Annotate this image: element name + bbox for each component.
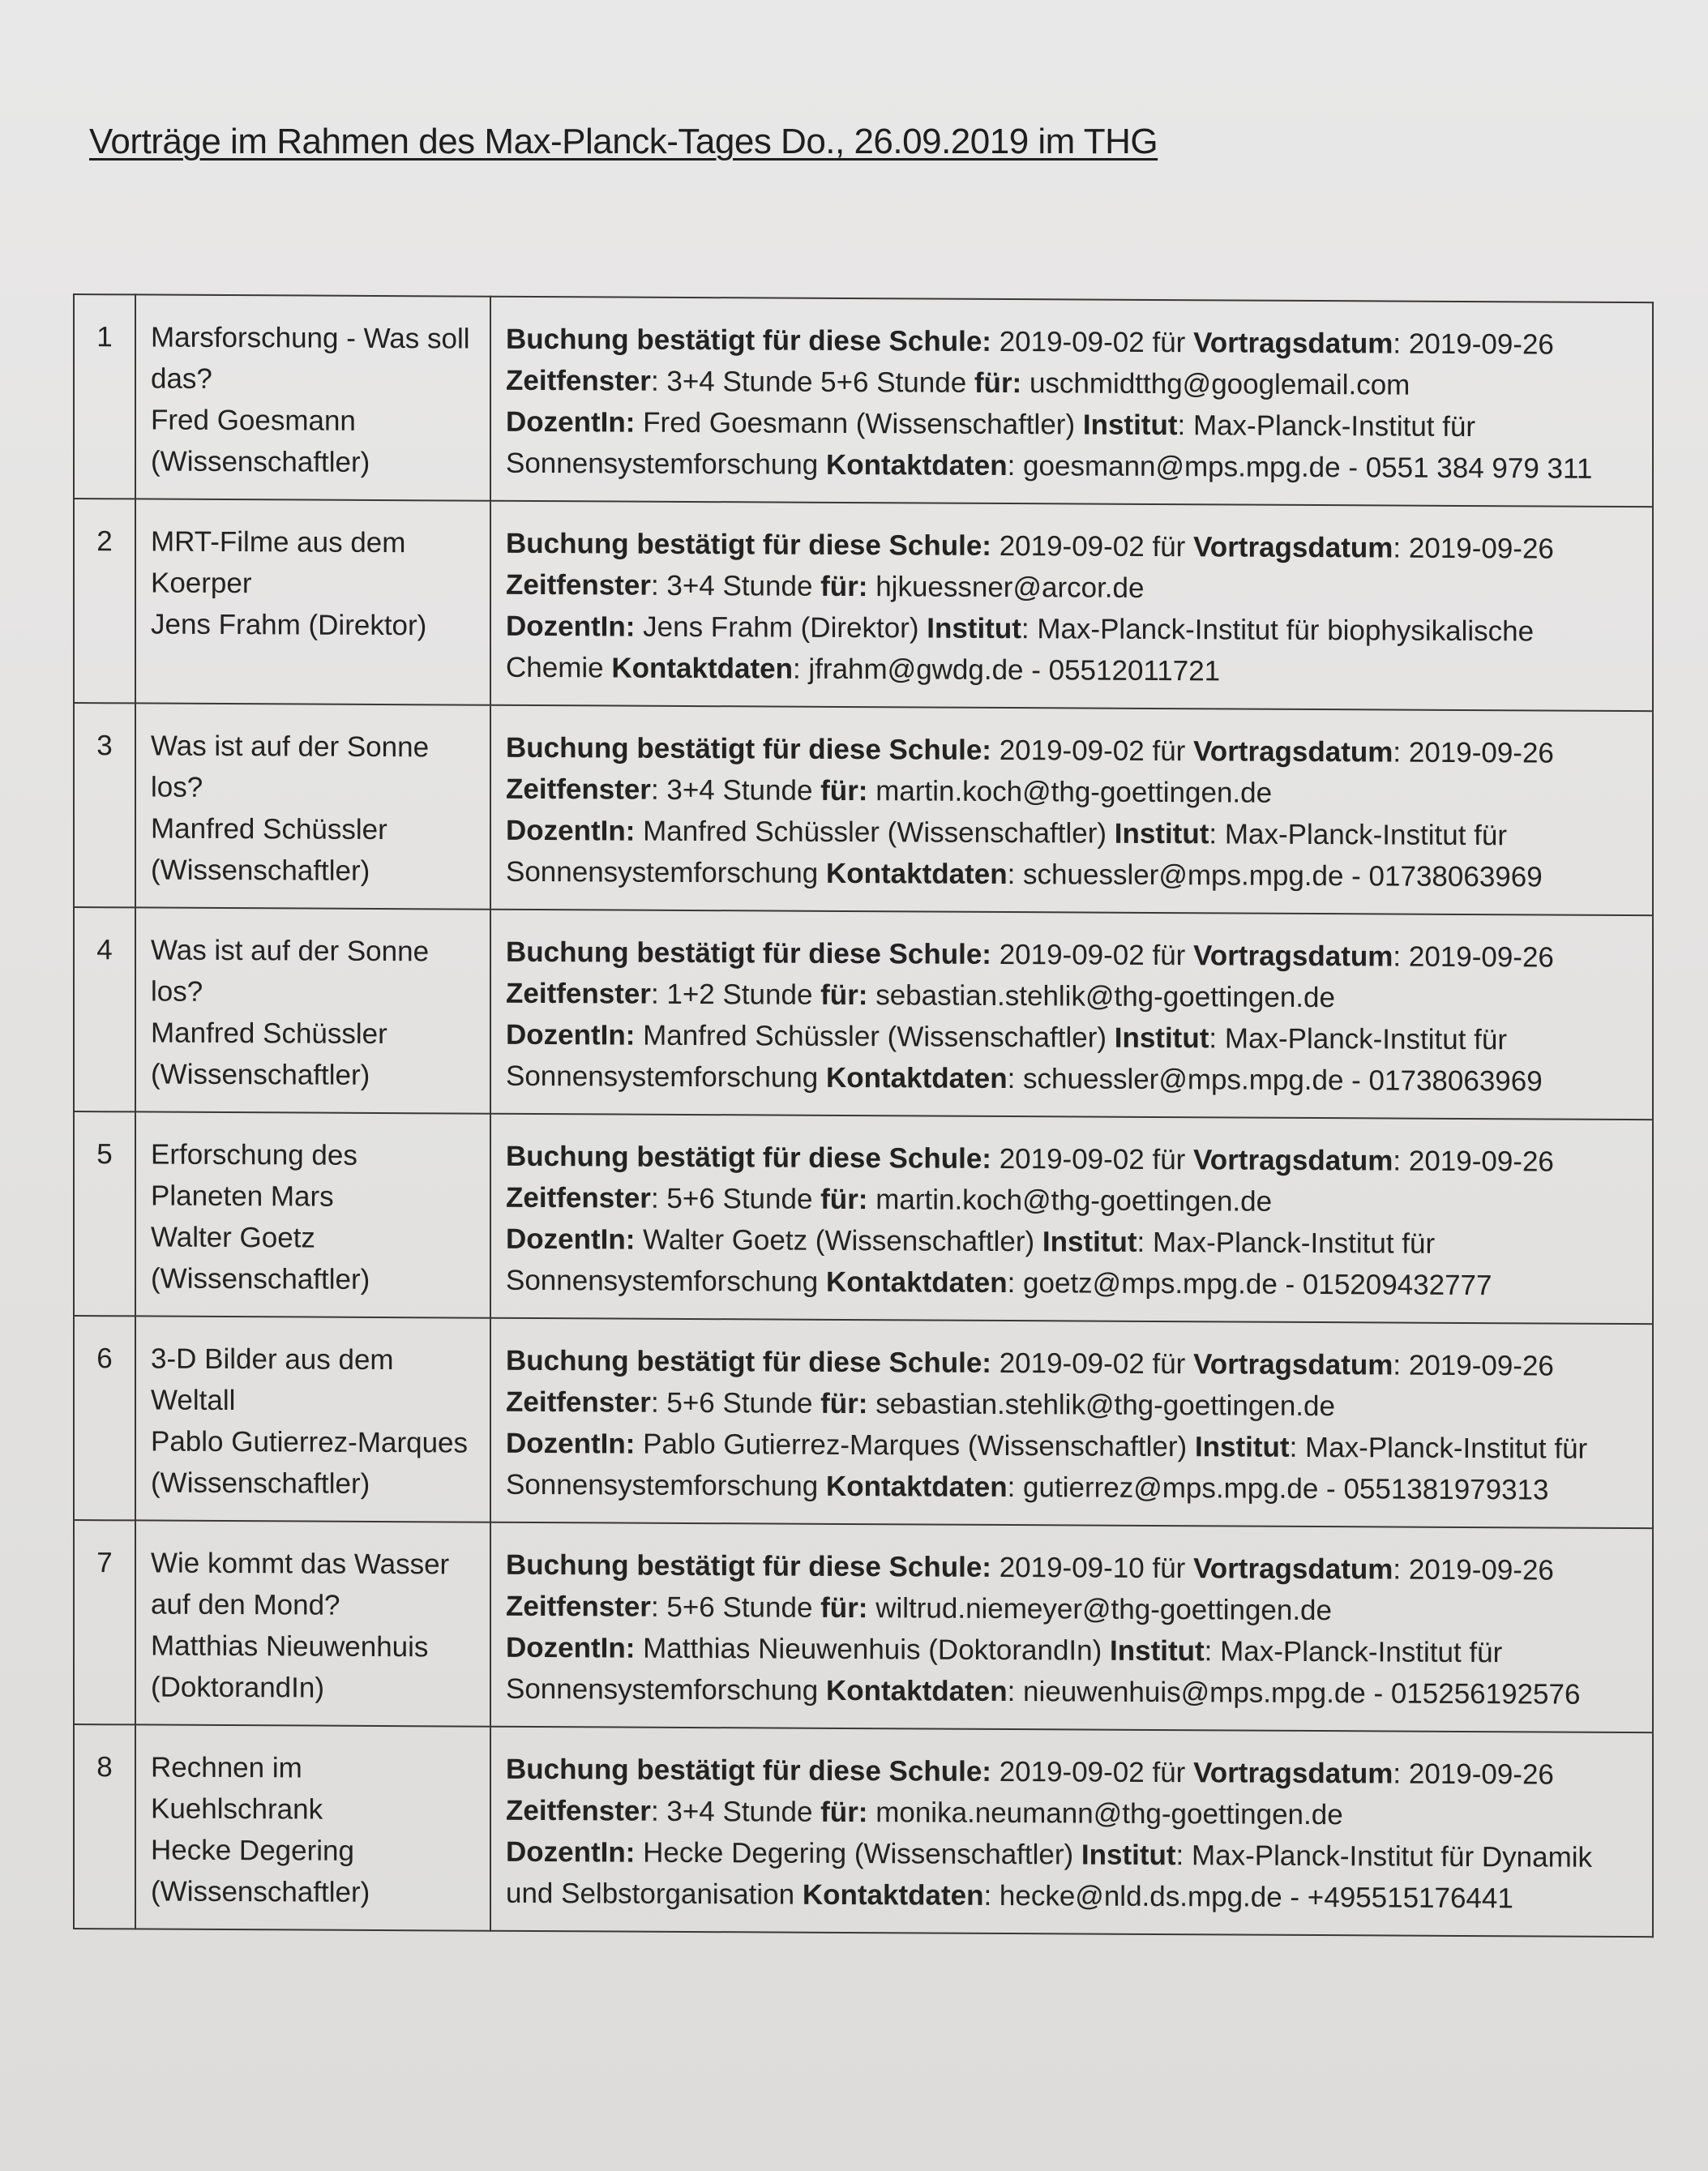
lecturer-name: Manfred Schüssler (Wissenschaftler)	[643, 1019, 1107, 1054]
booked-by-email: martin.koch@thg-goettingen.de	[875, 1184, 1273, 1218]
contact-label: Kontaktdaten	[611, 652, 793, 685]
institute-label: Institut	[1082, 409, 1178, 442]
lecture-table	[73, 293, 1654, 1938]
lecture-speaker: Walter Goetz (Wissenschaftler)	[151, 1221, 370, 1295]
booking-date: 2019-09-02	[999, 1142, 1145, 1175]
lecturer-label: DozentIn:	[506, 1223, 636, 1256]
booked-by-label: für:	[820, 978, 868, 1012]
lecture-speaker: Manfred Schüssler (Wissenschaftler)	[151, 812, 387, 887]
institute-label: Institut	[1114, 1021, 1209, 1055]
table-row	[74, 1724, 1653, 1937]
lecture-date-label: Vortragsdatum	[1193, 940, 1393, 973]
page-title: Vorträge im Rahmen des Max-Planck-Tages Do., 26.09.2019 im THG	[89, 122, 1158, 161]
booking-label: Buchung bestätigt für diese Schule:	[506, 323, 991, 358]
details-cell: Buchung bestätigt für diese Schule: 2019-09-02 für Vortragsdatum: 2019-09-26 Zeitfenster: 3+4 Stunde für: martin.koch@thg-goettingen.de DozentIn: Manfred Schüssler (Wissenschaftler) Institut: Max-Planck-Institut für Sonnensystemforschung Kontaktdaten: schuessler@mps.mpg.de - 01738063969	[490, 705, 1653, 916]
row-number: 1	[74, 294, 135, 499]
lecture-date: 2019-09-26	[1408, 532, 1554, 565]
booking-date: 2019-09-02	[999, 1347, 1145, 1380]
booking-label: Buchung bestätigt für diese Schule:	[506, 527, 991, 562]
booked-by-label: für:	[974, 366, 1022, 400]
topic-cell	[135, 1724, 490, 1930]
topic-cell	[135, 907, 490, 1113]
timeslot-label: Zeitfenster	[506, 568, 651, 602]
institute-label: Institut	[1042, 1226, 1137, 1258]
for-date-label: für	[1152, 1552, 1186, 1585]
institute-name: Max-Planck-Institut für Dynamik und Selbstorganisation	[506, 1839, 1593, 1911]
booking-label: Buchung bestätigt für diese Schule:	[506, 731, 991, 766]
lecture-date: 2019-09-26	[1408, 1758, 1554, 1791]
details-cell: Buchung bestätigt für diese Schule: 2019-09-02 für Vortragsdatum: 2019-09-26 Zeitfenster: 3+4 Stunde für: monika.neumann@thg-goettingen.de DozentIn: Hecke Degering (Wissenschaftler) Institut: Max-Planck-Institut für Dynamik und Selbstorganisation Kontaktdaten: hecke@nld.ds.mpg.de - +495515176441	[490, 1727, 1653, 1938]
booked-by-label: für:	[820, 1796, 868, 1829]
lecture-speaker: Matthias Nieuwenhuis (DoktorandIn)	[151, 1629, 429, 1704]
contact-info: hecke@nld.ds.mpg.de - +495515176441	[999, 1879, 1513, 1915]
booked-by-label: für:	[820, 1591, 868, 1625]
booking-label: Buchung bestätigt für diese Schule:	[506, 1344, 991, 1379]
table-row	[74, 294, 1653, 507]
contact-label: Kontaktdaten	[825, 857, 1008, 891]
for-date-label: für	[1152, 326, 1186, 359]
contact-label: Kontaktdaten	[825, 1674, 1008, 1708]
timeslot: 3+4 Stunde	[666, 569, 813, 602]
topic-cell	[135, 1316, 490, 1522]
lecture-date-label: Vortragsdatum	[1193, 327, 1393, 360]
institute-name: Max-Planck-Institut für biophysikalische Chemie	[506, 613, 1535, 684]
topic-cell	[135, 499, 490, 704]
booked-by-email: sebastian.stehlik@thg-goettingen.de	[875, 1388, 1335, 1423]
lecture-date-label: Vortragsdatum	[1193, 531, 1393, 564]
lecture-date: 2019-09-26	[1408, 328, 1554, 361]
lecture-date: 2019-09-26	[1408, 1145, 1554, 1178]
timeslot: 3+4 Stunde	[666, 773, 813, 807]
contact-info: jfrahm@gwdg.de - 05512011721	[808, 653, 1221, 687]
lecturer-name: Hecke Degering (Wissenschaftler)	[643, 1836, 1074, 1871]
timeslot: 5+6 Stunde	[666, 1182, 813, 1215]
topic-cell	[135, 1520, 490, 1726]
lecturer-label: DozentIn:	[506, 1018, 636, 1051]
lecture-topic: MRT-Filme aus dem Koerper	[151, 525, 406, 600]
institute-label: Institut	[1194, 1431, 1290, 1463]
booked-by-email: sebastian.stehlik@thg-goettingen.de	[875, 979, 1335, 1014]
lecture-speaker: Jens Frahm (Direktor)	[151, 608, 427, 642]
topic-cell	[135, 703, 490, 909]
contact-info: goesmann@mps.mpg.de - 0551 384 979 311	[1023, 450, 1593, 485]
lecture-topic: Rechnen im Kuehlschrank	[151, 1751, 323, 1826]
timeslot: 1+2 Stunde	[666, 978, 813, 1011]
lecture-speaker: Hecke Degering (Wissenschaftler)	[151, 1834, 370, 1908]
lecturer-name: Matthias Nieuwenhuis (DoktorandIn)	[643, 1632, 1102, 1667]
lecture-date: 2019-09-26	[1408, 1349, 1554, 1382]
lecture-date-label: Vortragsdatum	[1193, 1757, 1393, 1790]
lecturer-label: DozentIn:	[506, 610, 636, 643]
institute-name: Max-Planck-Institut für Sonnensystemforschung	[506, 1226, 1436, 1298]
timeslot: 5+6 Stunde	[666, 1591, 813, 1624]
institute-label: Institut	[927, 612, 1021, 645]
institute-name: Max-Planck-Institut für Sonnensystemforschung	[506, 1022, 1507, 1094]
lecturer-name: Fred Goesmann (Wissenschaftler)	[643, 406, 1076, 441]
contact-info: goetz@mps.mpg.de - 015209432777	[1023, 1267, 1492, 1302]
booking-label: Buchung bestätigt für diese Schule:	[506, 1753, 991, 1788]
booked-by-email: hjkuessner@arcor.de	[875, 571, 1145, 604]
lecturer-label: DozentIn:	[506, 405, 636, 439]
lecturer-name: Walter Goetz (Wissenschaftler)	[643, 1223, 1035, 1258]
institute-name: Max-Planck-Institut für Sonnensystemforschung	[506, 1431, 1588, 1502]
lecture-topic: Was ist auf der Sonne los?	[151, 730, 430, 803]
lecture-speaker: Fred Goesmann (Wissenschaftler)	[151, 404, 370, 478]
booking-date: 2019-09-02	[999, 529, 1145, 563]
booking-label: Buchung bestätigt für diese Schule:	[506, 936, 991, 970]
row-number: 5	[74, 1111, 135, 1316]
topic-cell	[135, 294, 490, 500]
lecture-topic: Erforschung des Planeten Mars	[151, 1138, 357, 1213]
contact-info: schuessler@mps.mpg.de - 01738063969	[1023, 1063, 1543, 1098]
booking-date: 2019-09-02	[999, 325, 1145, 358]
booking-date: 2019-09-02	[999, 938, 1145, 971]
timeslot: 5+6 Stunde	[666, 1386, 813, 1420]
booked-by-label: für:	[820, 1387, 868, 1420]
lecture-date-label: Vortragsdatum	[1193, 1144, 1393, 1177]
lecture-date-label: Vortragsdatum	[1193, 735, 1393, 769]
timeslot-label: Zeitfenster	[506, 977, 651, 1010]
timeslot-label: Zeitfenster	[506, 1794, 651, 1827]
booked-by-email: monika.neumann@thg-goettingen.de	[875, 1796, 1343, 1831]
timeslot: 3+4 Stunde 5+6 Stunde	[666, 365, 967, 399]
table-row	[74, 1520, 1653, 1732]
table-row	[74, 703, 1653, 915]
for-date-label: für	[1152, 939, 1186, 972]
lecture-topic: 3-D Bilder aus dem Weltall	[151, 1342, 394, 1417]
booked-by-label: für:	[820, 774, 868, 807]
lecture-speaker: Manfred Schüssler (Wissenschaftler)	[151, 1017, 387, 1091]
lecture-date: 2019-09-26	[1408, 736, 1554, 769]
contact-label: Kontaktdaten	[825, 448, 1008, 482]
lecturer-label: DozentIn:	[506, 1835, 636, 1869]
contact-info: schuessler@mps.mpg.de - 01738063969	[1023, 859, 1543, 893]
table-row	[74, 1111, 1653, 1324]
row-number: 2	[74, 499, 135, 703]
lecture-speaker: Pablo Gutierrez-Marques (Wissenschaftler)	[151, 1425, 468, 1500]
booking-label: Buchung bestätigt für diese Schule:	[506, 1548, 991, 1583]
booked-by-email: uschmidtthg@googlemail.com	[1029, 367, 1410, 401]
booking-date: 2019-09-02	[999, 1755, 1145, 1788]
for-date-label: für	[1152, 530, 1186, 563]
booked-by-label: für:	[820, 570, 868, 603]
booking-label: Buchung bestätigt für diese Schule:	[506, 1140, 991, 1175]
row-number: 6	[74, 1316, 135, 1520]
booked-by-email: wiltrud.niemeyer@thg-goettingen.de	[875, 1592, 1332, 1627]
timeslot-label: Zeitfenster	[506, 1590, 651, 1623]
institute-name: Max-Planck-Institut für Sonnensystemforschung	[506, 409, 1476, 481]
lecturer-name: Pablo Gutierrez-Marques (Wissenschaftler)	[643, 1428, 1188, 1463]
row-number: 4	[74, 907, 135, 1111]
institute-label: Institut	[1081, 1839, 1176, 1872]
lecture-date: 2019-09-26	[1408, 940, 1554, 974]
for-date-label: für	[1152, 734, 1186, 768]
contact-info: gutierrez@mps.mpg.de - 0551381979313	[1023, 1471, 1549, 1506]
timeslot-label: Zeitfenster	[506, 773, 651, 806]
lecturer-label: DozentIn:	[506, 814, 636, 847]
lecture-date: 2019-09-26	[1408, 1553, 1554, 1586]
booking-date: 2019-09-02	[999, 734, 1145, 767]
contact-info: nieuwenhuis@mps.mpg.de - 015256192576	[1023, 1676, 1581, 1711]
lecture-topic: Was ist auf der Sonne los?	[151, 934, 430, 1008]
table-row	[74, 907, 1653, 1120]
contact-label: Kontaktdaten	[825, 1061, 1008, 1095]
timeslot-label: Zeitfenster	[506, 1385, 651, 1419]
details-cell: Buchung bestätigt für diese Schule: 2019-09-10 für Vortragsdatum: 2019-09-26 Zeitfenster: 5+6 Stunde für: wiltrud.niemeyer@thg-goettingen.de DozentIn: Matthias Nieuwenhuis (DoktorandIn) Institut: Max-Planck-Institut für Sonnensystemforschung Kontaktdaten: nieuwenhuis@mps.mpg.de - 015256192576	[490, 1522, 1653, 1733]
booked-by-email: martin.koch@thg-goettingen.de	[875, 775, 1273, 809]
details-cell: Buchung bestätigt für diese Schule: 2019-09-02 für Vortragsdatum: 2019-09-26 Zeitfenster: 1+2 Stunde für: sebastian.stehlik@thg-goettingen.de DozentIn: Manfred Schüssler (Wissenschaftler) Institut: Max-Planck-Institut für Sonnensystemforschung Kontaktdaten: schuessler@mps.mpg.de - 01738063969	[490, 910, 1653, 1120]
timeslot: 3+4 Stunde	[666, 1795, 813, 1828]
topic-cell	[135, 1111, 490, 1317]
lecturer-name: Jens Frahm (Direktor)	[643, 610, 919, 644]
contact-label: Kontaktdaten	[825, 1470, 1008, 1504]
table-row	[74, 1316, 1653, 1528]
institute-label: Institut	[1110, 1634, 1205, 1668]
details-cell: Buchung bestätigt für diese Schule: 2019-09-02 für Vortragsdatum: 2019-09-26 Zeitfenster: 5+6 Stunde für: martin.koch@thg-goettingen.de DozentIn: Walter Goetz (Wissenschaftler) Institut: Max-Planck-Institut für Sonnensystemforschung Kontaktdaten: goetz@mps.mpg.de - 015209432777	[490, 1114, 1653, 1325]
row-number: 8	[74, 1724, 135, 1929]
row-number: 3	[74, 703, 135, 907]
lecturer-name: Manfred Schüssler (Wissenschaftler)	[643, 815, 1107, 850]
institute-name: Max-Planck-Institut für Sonnensystemforschung	[506, 818, 1507, 889]
lecture-topic: Wie kommt das Wasser auf den Mond?	[151, 1547, 450, 1621]
lecturer-label: DozentIn:	[506, 1427, 636, 1460]
lecture-topic: Marsforschung - Was soll das?	[151, 321, 470, 395]
lecture-date-label: Vortragsdatum	[1193, 1348, 1393, 1381]
row-number: 7	[74, 1520, 135, 1724]
table-row	[74, 499, 1653, 711]
details-cell: Buchung bestätigt für diese Schule: 2019-09-02 für Vortragsdatum: 2019-09-26 Zeitfenster: 5+6 Stunde für: sebastian.stehlik@thg-goettingen.de DozentIn: Pablo Gutierrez-Marques (Wissenschaftler) Institut: Max-Planck-Institut für Sonnensystemforschung Kontaktdaten: gutierrez@mps.mpg.de - 0551381979313	[490, 1318, 1653, 1529]
timeslot-label: Zeitfenster	[506, 1181, 651, 1214]
booked-by-label: für:	[820, 1183, 868, 1216]
details-cell: Buchung bestätigt für diese Schule: 2019-09-02 für Vortragsdatum: 2019-09-26 Zeitfenster: 3+4 Stunde 5+6 Stunde für: uschmidtthg@googlemail.com DozentIn: Fred Goesmann (Wissenschaftler) Institut: Max-Planck-Institut für Sonnensystemforschung Kontaktdaten: goesmann@mps.mpg.de - 0551 384 979 311	[490, 297, 1653, 507]
for-date-label: für	[1152, 1143, 1186, 1176]
for-date-label: für	[1152, 1756, 1186, 1789]
lecturer-label: DozentIn:	[506, 1631, 636, 1664]
for-date-label: für	[1152, 1347, 1186, 1381]
institute-name: Max-Planck-Institut für Sonnensystemforschung	[506, 1635, 1503, 1706]
lecture-date-label: Vortragsdatum	[1193, 1552, 1393, 1586]
timeslot-label: Zeitfenster	[506, 364, 651, 397]
details-cell: Buchung bestätigt für diese Schule: 2019-09-02 für Vortragsdatum: 2019-09-26 Zeitfenster: 3+4 Stunde für: hjkuessner@arcor.de DozentIn: Jens Frahm (Direktor) Institut: Max-Planck-Institut für biophysikalische Chemie Kontaktdaten: jfrahm@gwdg.de - 05512011721	[490, 501, 1653, 712]
institute-label: Institut	[1114, 817, 1209, 850]
contact-label: Kontaktdaten	[825, 1265, 1008, 1300]
booking-date: 2019-09-10	[999, 1551, 1145, 1584]
contact-label: Kontaktdaten	[802, 1878, 984, 1912]
